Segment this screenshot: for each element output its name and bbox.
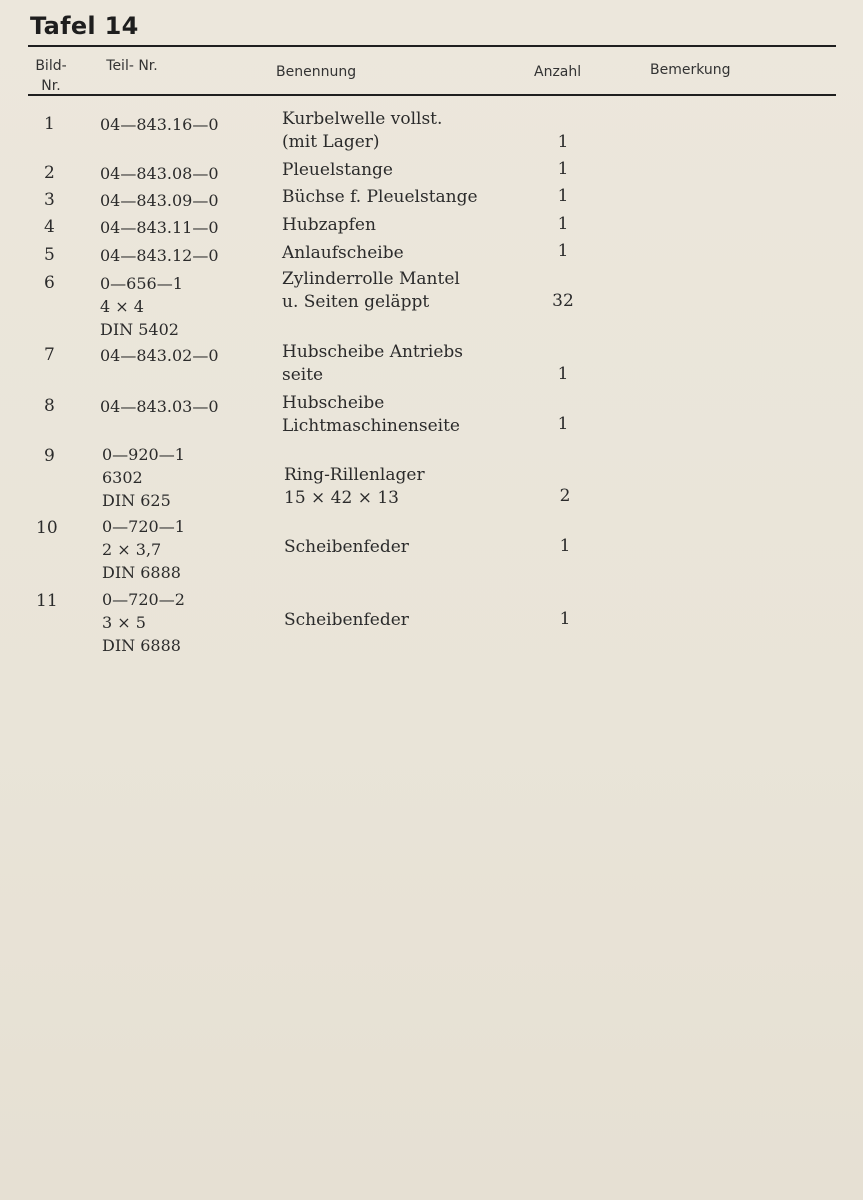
row-2-anzahl: 1 <box>557 159 569 179</box>
row-1-bild: 1 <box>44 114 55 134</box>
row-2-teil: 04—843.08—0 <box>100 164 219 183</box>
row-4-benennung: Hubzapfen <box>282 215 376 235</box>
row-10-teil: 0—720—1 2 × 3,7 DIN 6888 <box>102 517 185 582</box>
row-5-bild: 5 <box>44 245 55 265</box>
column-header-anzahl: Anzahl <box>534 64 582 80</box>
row-7-bild: 7 <box>44 345 55 365</box>
row-3-benennung: Büchse f. Pleuelstange <box>282 187 478 207</box>
row-3-anzahl: 1 <box>557 186 569 206</box>
row-3-teil: 04—843.09—0 <box>100 191 219 210</box>
row-8-benennung: Hubscheibe Lichtmaschinenseite <box>282 393 460 436</box>
row-10-benennung: Scheibenfeder <box>284 537 409 557</box>
row-11-anzahl: 1 <box>559 609 571 629</box>
column-header-benennung: Benennung <box>276 64 357 80</box>
header-rule-top <box>28 45 836 47</box>
row-2-benennung: Pleuelstange <box>282 160 393 180</box>
row-11-benennung: Scheibenfeder <box>284 610 409 630</box>
header-rule-bottom <box>28 94 836 96</box>
row-2-bild: 2 <box>44 163 55 183</box>
row-1-benennung: Kurbelwelle vollst. (mit Lager) <box>282 109 443 152</box>
column-header-bild: Bild- Nr. <box>35 58 67 94</box>
row-8-bild: 8 <box>44 396 55 416</box>
page-title: Tafel 14 <box>30 12 139 40</box>
row-10-bild: 10 <box>36 518 58 538</box>
row-5-anzahl: 1 <box>557 241 569 261</box>
row-6-teil: 0—656—1 4 × 4 DIN 5402 <box>100 274 183 339</box>
row-10-anzahl: 1 <box>559 536 571 556</box>
row-9-teil: 0—920—1 6302 DIN 625 <box>102 445 185 510</box>
column-header-bemerkung: Bemerkung <box>650 62 731 78</box>
row-4-teil: 04—843.11—0 <box>100 218 219 237</box>
row-6-anzahl: 32 <box>552 291 574 311</box>
row-7-teil: 04—843.02—0 <box>100 346 219 365</box>
row-4-bild: 4 <box>44 217 55 237</box>
column-header-teil: Teil- Nr. <box>106 58 158 74</box>
row-9-benennung: Ring-Rillenlager 15 × 42 × 13 <box>284 465 425 508</box>
row-7-anzahl: 1 <box>557 364 569 384</box>
row-11-bild: 11 <box>36 591 58 611</box>
row-6-bild: 6 <box>44 273 55 293</box>
row-8-anzahl: 1 <box>557 414 569 434</box>
row-9-anzahl: 2 <box>559 486 571 506</box>
row-5-teil: 04—843.12—0 <box>100 246 219 265</box>
row-4-anzahl: 1 <box>557 214 569 234</box>
row-1-anzahl: 1 <box>557 132 569 152</box>
row-5-benennung: Anlaufscheibe <box>282 243 404 263</box>
row-11-teil: 0—720—2 3 × 5 DIN 6888 <box>102 590 185 655</box>
row-3-bild: 3 <box>44 190 55 210</box>
row-7-benennung: Hubscheibe Antriebs seite <box>282 342 463 385</box>
row-8-teil: 04—843.03—0 <box>100 397 219 416</box>
row-1-teil: 04—843.16—0 <box>100 115 219 134</box>
row-9-bild: 9 <box>44 446 55 466</box>
row-6-benennung: Zylinderrolle Mantel u. Seiten geläppt <box>282 269 460 312</box>
